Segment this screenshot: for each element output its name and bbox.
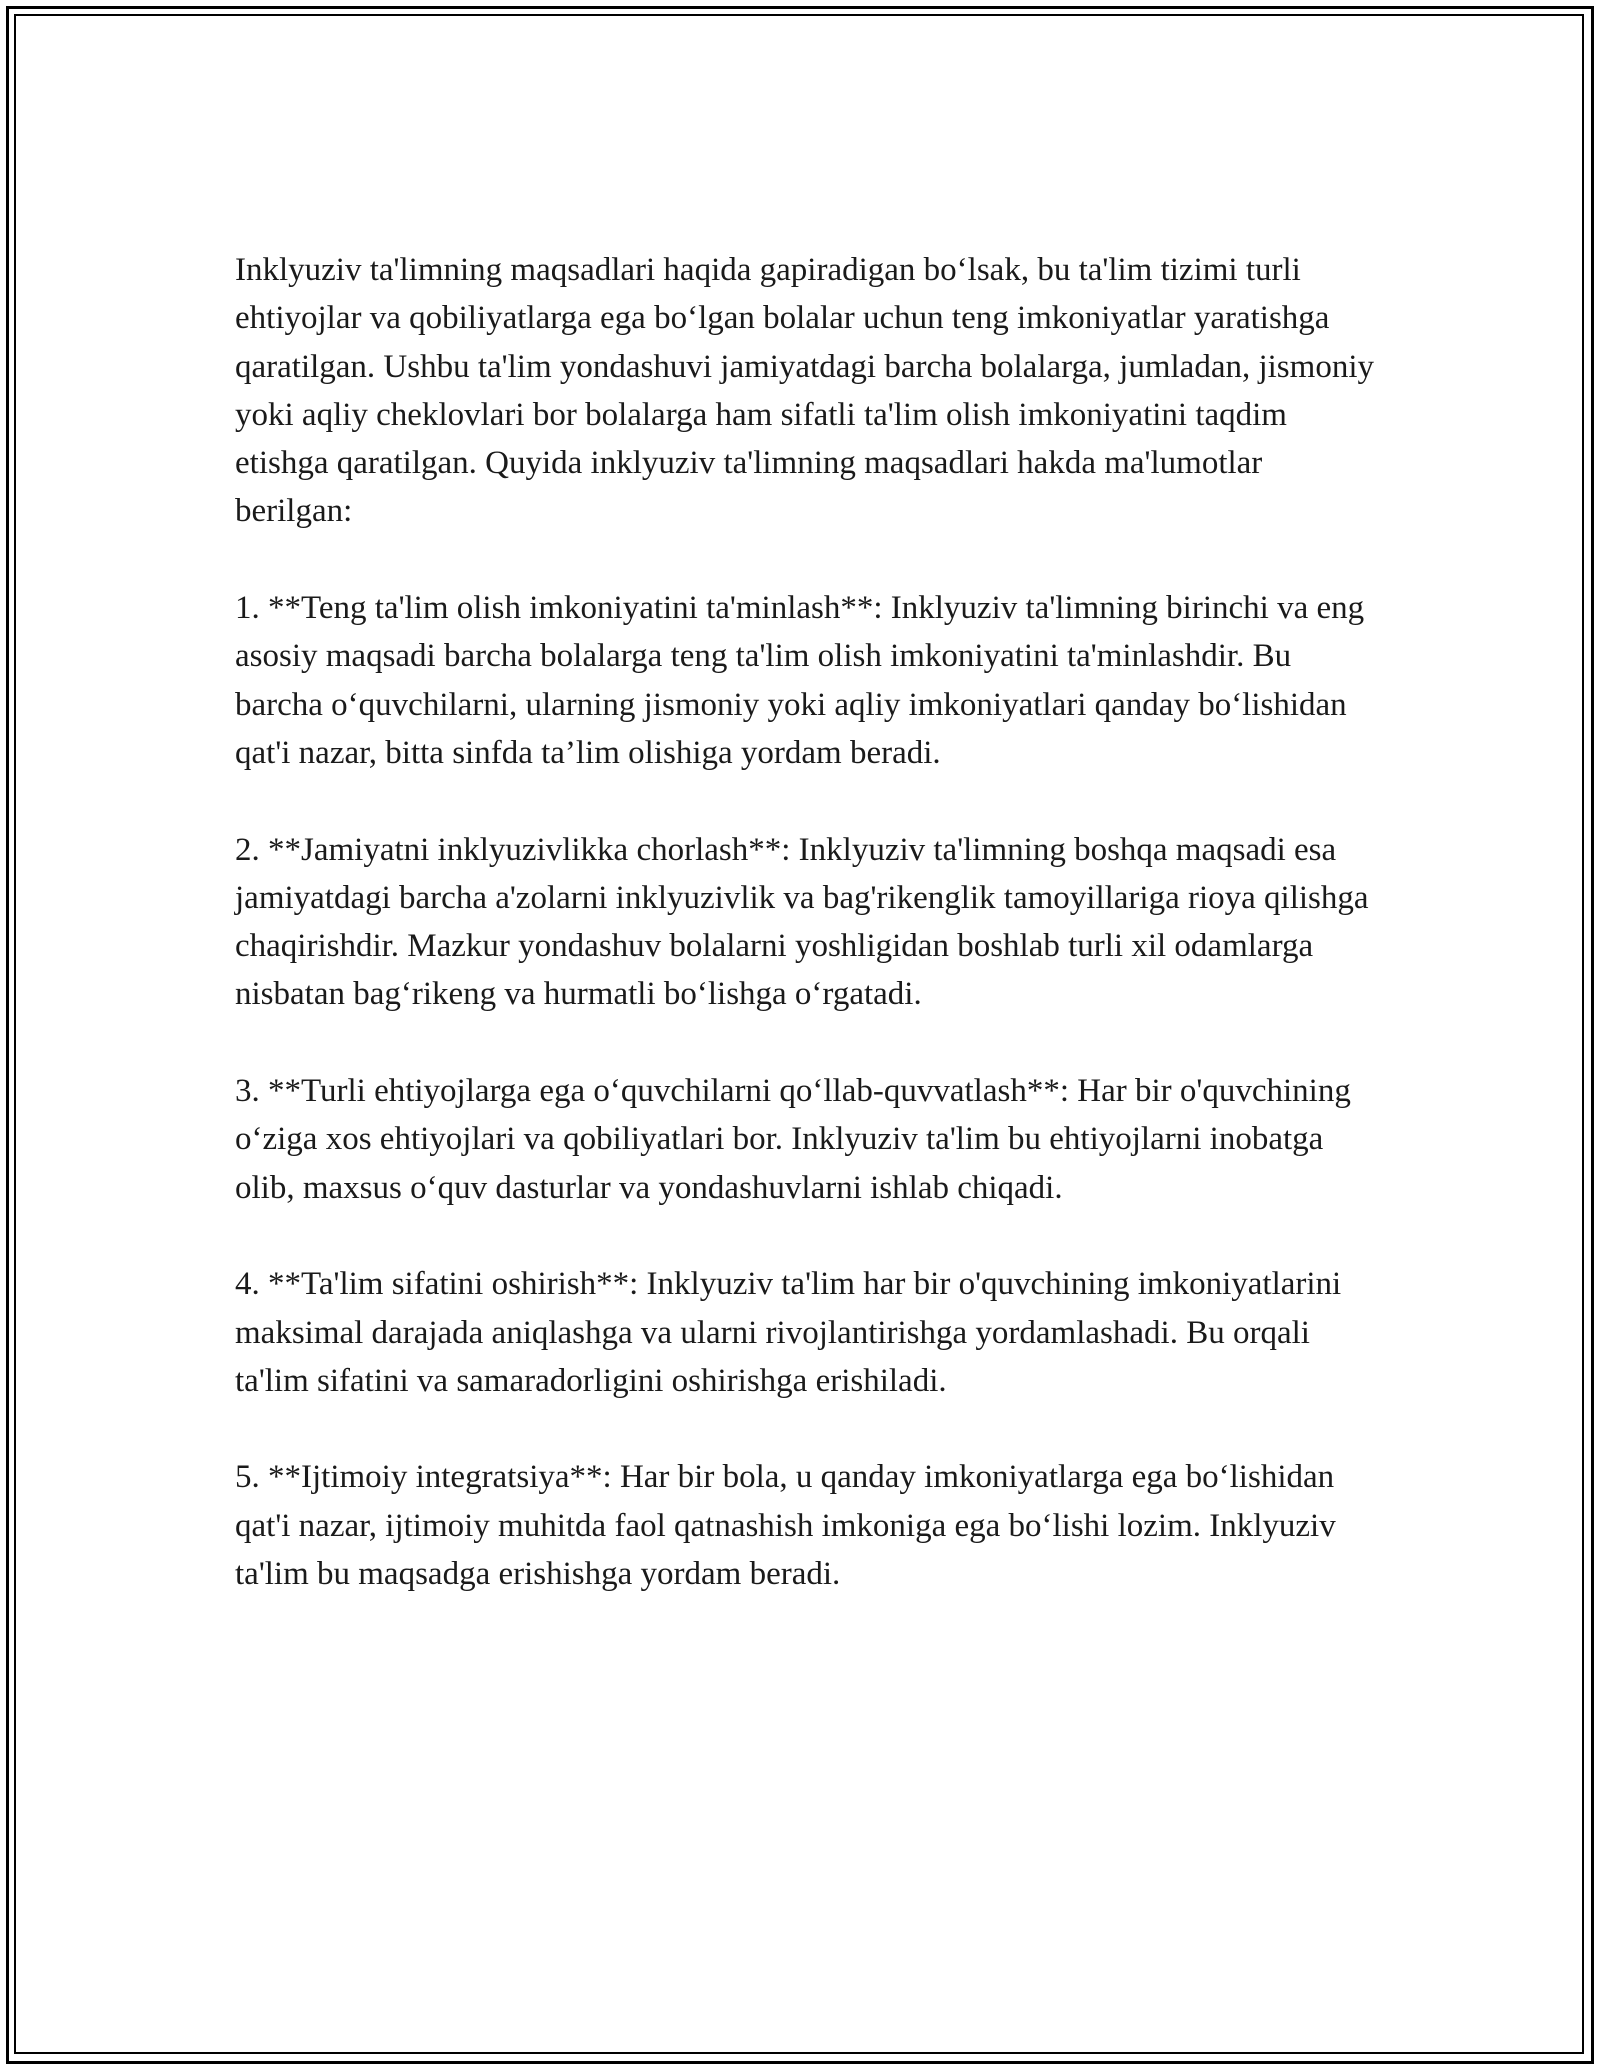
document-body [235,246,1385,1598]
list-item: 3. **Turli ehtiyojlarga ega o‘quvchilarni qo‘llab-quvvatlash**: Har bir o'quvchining o‘ziga xos ehtiyojlari va qobiliyatlari bor. Inklyuziv ta'lim bu ehtiyojlarni inobatga olib, maxsus o‘quv dasturlar va yondashuvlarni ishlab chiqadi. [235,1073,1351,1206]
list-item: 1. **Teng ta'lim olish imkoniyatini ta'minlash**: Inklyuziv ta'limning birinchi va eng asosiy maqsadi barcha bolalarga teng ta'lim olish imkoniyatini ta'minlashdir. Bu barcha o‘quvchilarni, ularning jismoniy yoki aqliy imkoniyatlari qanday bo‘lishidan qat'i nazar, bitta sinfda ta’lim olishiga yordam beradi. [235,590,1365,771]
intro-paragraph: Inklyuziv ta'limning maqsadlari haqida gapiradigan bo‘lsak, bu ta'lim tizimi turli ehtiyojlar va qobiliyatlarga ega bo‘lgan bolalar uchun teng imkoniyatlar yaratishga qaratilgan. Ushbu ta'lim yondashuvi jamiyatdagi barcha bolalarga, jumladan, jismoniy yoki aqliy cheklovlari bor bolalarga ham sifatli ta'lim olish imkoniyatini taqdim etishga qaratilgan. Quyida inklyuziv ta'limning maqsadlari hakda ma'lumotlar berilgan: [235,252,1374,530]
list-item: 5. **Ijtimoiy integratsiya**: Har bir bola, u qanday imkoniyatlarga ega bo‘lishidan qat'i nazar, ijtimoiy muhitda faol qatnashish imkoniga ega bo‘lishi lozim. Inklyuziv ta'lim bu maqsadga erishishga yordam beradi. [235,1459,1336,1593]
list-item: 2. **Jamiyatni inklyuzivlikka chorlash**: Inklyuziv ta'limning boshqa maqsadi esa jamiyatdagi barcha a'zolarni inklyuzivlik va bag'rikenglik tamoyillariga rioya qilishga chaqirishdir. Mazkur yondashuv bolalarni yoshligidan boshlab turli xil odamlarga nisbatan bag‘rikeng va hurmatli bo‘lishga o‘rgatadi. [235,831,1369,1013]
list-item: 4. **Ta'lim sifatini oshirish**: Inklyuziv ta'lim har bir o'quvchining imkoniyatlarini maksimal darajada aniqlashga va ularni rivojlantirishga yordamlashadi. Bu orqali ta'lim sifatini va samaradorligini oshirishga erishiladi. [235,1266,1342,1399]
